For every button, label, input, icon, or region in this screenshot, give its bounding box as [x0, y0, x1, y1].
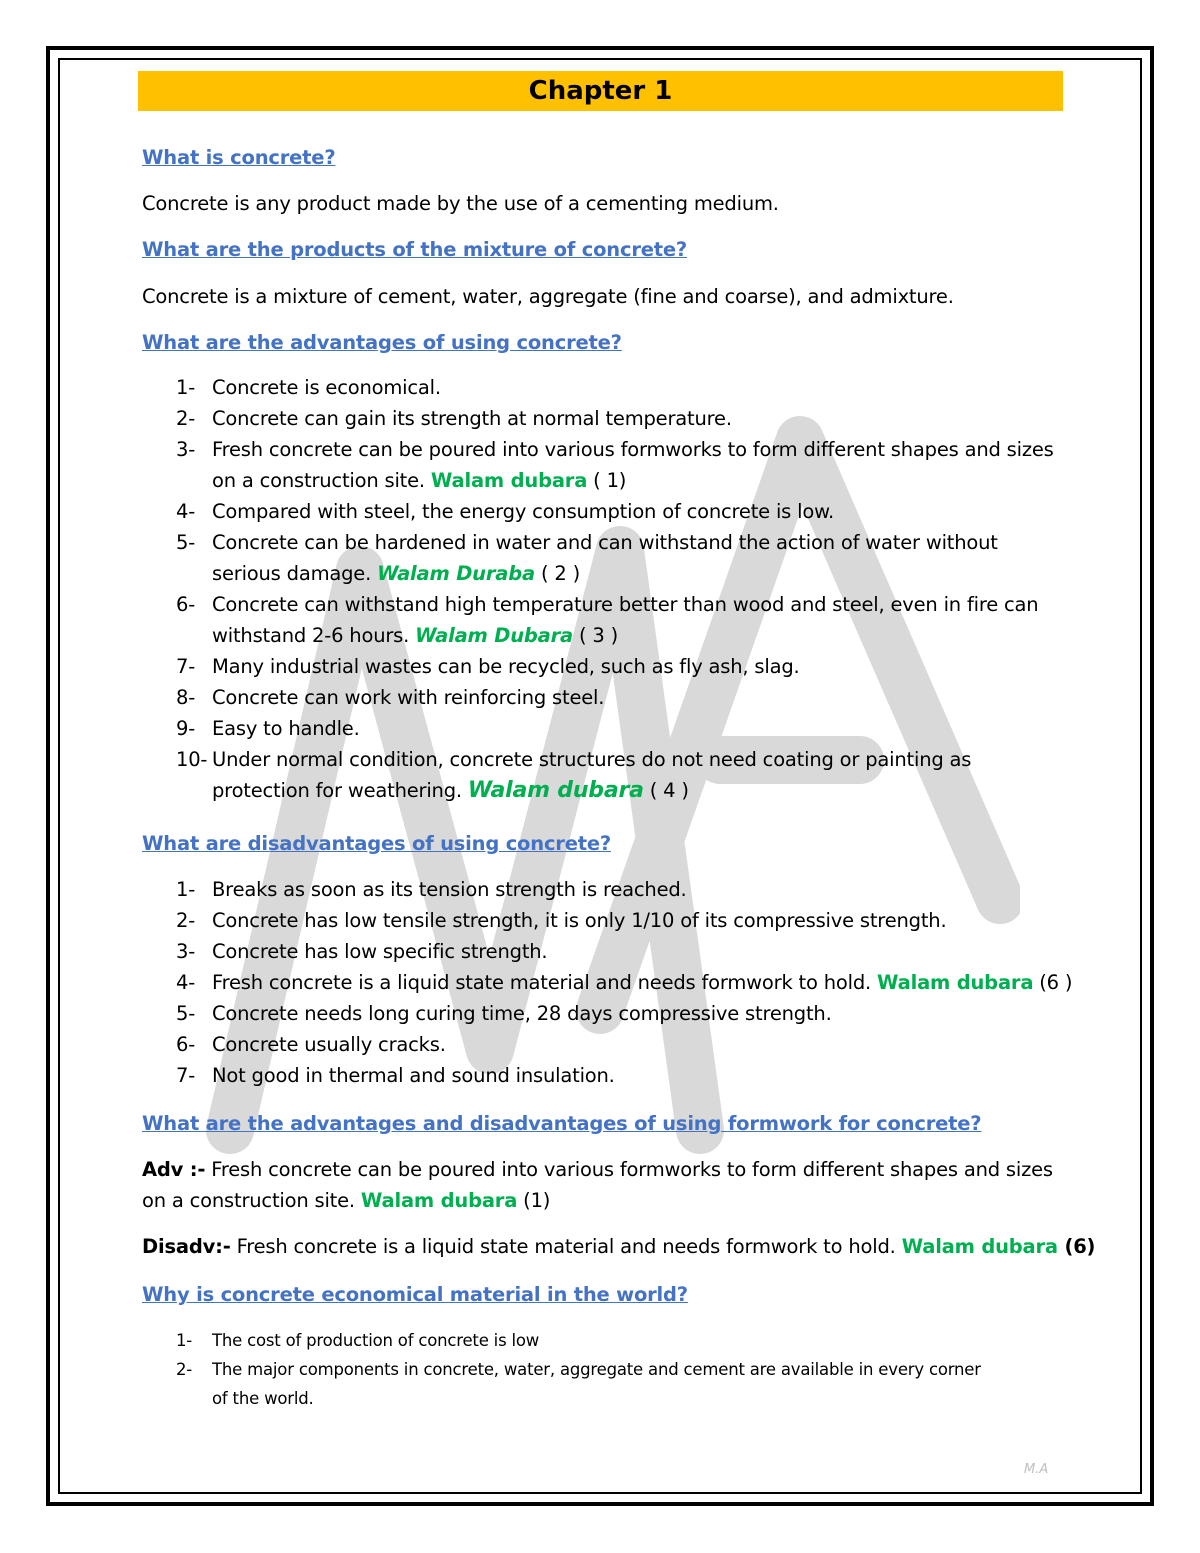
list-item: 6- Concrete can withstand high temperature better than wood and steel, even in fire can withstand 2-6 hours. Walam Dubara ( 3 ) — [176, 593, 1039, 647]
question-disadvantages: What are disadvantages of using concrete? — [142, 832, 611, 855]
question-economical: Why is concrete economical material in the world? — [142, 1283, 688, 1306]
answer-what-is-concrete: Concrete is any product made by the use of a cementing medium. — [142, 192, 779, 215]
formwork-advantage: Adv :- Fresh concrete can be poured into various formworks to form different shapes and sizes on a construction site. Walam dubara (1) — [142, 1158, 1053, 1212]
list-item: 5- Concrete needs long curing time, 28 days compressive strength. — [176, 1002, 832, 1025]
list-item: 3- Fresh concrete can be poured into various formworks to form different shapes and sizes on a construction site. Walam dubara ( 1) — [176, 438, 1054, 492]
list-item: 3- Concrete has low specific strength. — [176, 940, 548, 963]
economical-list — [176, 1326, 981, 1413]
footer-initials: M.A — [1024, 1462, 1049, 1477]
advantages-list — [176, 372, 1054, 806]
list-item: 10- Under normal condition, concrete structures do not need coating or painting as protection for weathering. Walam dubara ( 4 ) — [176, 748, 972, 803]
list-item: 1- The cost of production of concrete is low — [176, 1331, 540, 1350]
list-item: 6- Concrete usually cracks. — [176, 1033, 446, 1056]
answer-products-mixture: Concrete is a mixture of cement, water, aggregate (fine and coarse), and admixture. — [142, 285, 954, 308]
question-formwork: What are the advantages and disadvantages of using formwork for concrete? — [142, 1112, 982, 1135]
list-item: 2- Concrete has low tensile strength, it is only 1/10 of its compressive strength. — [176, 909, 947, 932]
list-item: 4- Fresh concrete is a liquid state material and needs formwork to hold. Walam dubara (6 ) — [176, 971, 1073, 994]
question-products-mixture: What are the products of the mixture of concrete? — [142, 238, 688, 261]
disadvantages-list — [176, 874, 1072, 1091]
list-item: 5- Concrete can be hardened in water and can withstand the action of water without serious damage. Walam Duraba ( 2 ) — [176, 531, 998, 585]
list-item: 7- Not good in thermal and sound insulation. — [176, 1064, 615, 1087]
question-what-is-concrete: What is concrete? — [142, 146, 336, 169]
list-item: 9- Easy to handle. — [176, 717, 360, 740]
formwork-disadvantage: Disadv:- Fresh concrete is a liquid state material and needs formwork to hold. Walam dubara (6) — [142, 1235, 1096, 1258]
list-item: 2- The major components in concrete, water, aggregate and cement are available in every corner of the world. — [176, 1360, 981, 1408]
list-item: 8- Concrete can work with reinforcing steel. — [176, 686, 605, 709]
list-item: 2- Concrete can gain its strength at normal temperature. — [176, 407, 732, 430]
list-item: 4- Compared with steel, the energy consumption of concrete is low. — [176, 500, 835, 523]
list-item: 1- Concrete is economical. — [176, 376, 441, 399]
list-item: 1- Breaks as soon as its tension strength is reached. — [176, 878, 687, 901]
list-item: 7- Many industrial wastes can be recycled, such as fly ash, slag. — [176, 655, 800, 678]
question-advantages: What are the advantages of using concrete? — [142, 331, 622, 354]
chapter-title: Chapter 1 — [138, 71, 1063, 111]
